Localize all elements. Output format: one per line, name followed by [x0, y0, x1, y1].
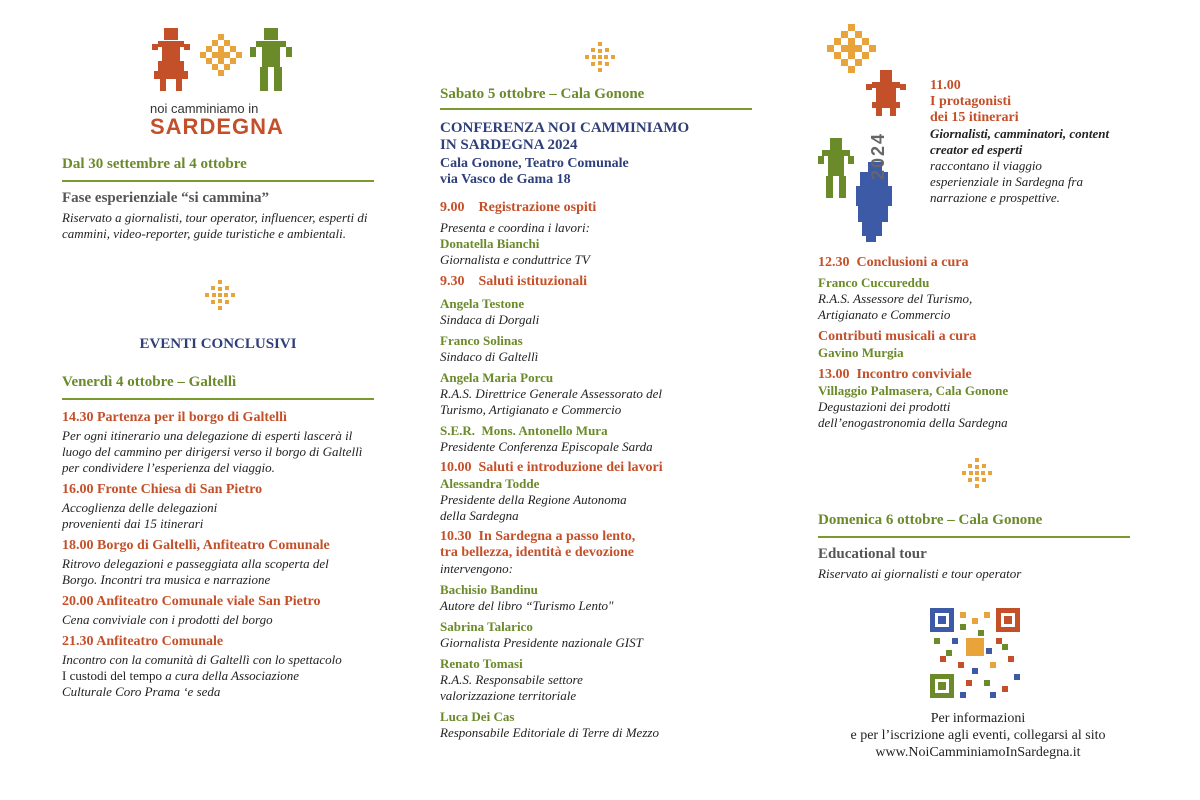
- intervengono-label: intervengono:: [440, 561, 513, 576]
- logo-line2: SARDEGNA: [150, 114, 284, 139]
- divider: [440, 108, 752, 110]
- event-item: [62, 538, 382, 588]
- event-desc: Incontro con la comunità di Galtellì con lo spettacolo: [62, 652, 342, 667]
- degustazioni: Degustazioni dei prodotti dell’enogastronomia della Sardegna: [818, 399, 1008, 430]
- speaker-name: Sabrina Talarico: [440, 619, 533, 634]
- info-line2: e per l’iscrizione agli eventi, collegarsi al sito: [850, 728, 1106, 743]
- sun-star-icon: [585, 42, 615, 72]
- time-1230: 12.30 Conclusioni a cura: [818, 255, 969, 270]
- educational-desc: Riservato ai giornalisti e tour operator: [818, 566, 1022, 581]
- protagonisti-line1: I protagonisti: [930, 94, 1012, 109]
- speaker-role: R.A.S. Direttrice Generale Assessorato del Turismo, Artigianato e Commercio: [440, 386, 663, 417]
- left-heading-venerdi: Venerdì 4 ottobre – Galtellì: [62, 374, 237, 390]
- time-930: 9.30 Saluti istituzionali: [440, 274, 588, 289]
- speaker-role: Responsabile Editoriale di Terre di Mezzo: [440, 725, 659, 740]
- spettacolo-title: I custodi del tempo: [62, 668, 166, 683]
- right-program: [818, 255, 1118, 431]
- speaker-name: Bachisio Bandinu: [440, 582, 538, 597]
- event-desc: Accoglienza delle delegazioni provenienti dai 15 itinerari: [62, 500, 218, 531]
- sun-star-icon: [205, 280, 235, 310]
- speaker-role: R.A.S. Responsabile settore valorizzazione territoriale: [440, 672, 583, 703]
- event-item: [62, 634, 382, 700]
- protagonisti-line2: dei 15 itinerari: [930, 110, 1019, 125]
- logo-figures-icon: [150, 28, 300, 94]
- speaker-role: Giornalista e conduttrice TV: [440, 252, 590, 267]
- event-desc: Per ogni itinerario una delegazione di esperti lascerà il luogo del cammino per dirigersi verso il borgo di Galtellì per condividere l’esperienza del viaggio.: [62, 428, 363, 475]
- right-heading-domenica: Domenica 6 ottobre – Cala Gonone: [818, 512, 1043, 528]
- speaker-name: Donatella Bianchi: [440, 236, 540, 251]
- info-block: [818, 710, 1138, 761]
- speaker-role: Giornalista Presidente nazionale GIST: [440, 635, 643, 650]
- presenta-label: Presenta e coordina i lavori:: [440, 220, 590, 235]
- event-time: 20.00 Anfiteatro Comunale viale San Pietro: [62, 594, 321, 609]
- info-line1: Per informazioni: [930, 711, 1026, 726]
- qr-code-icon[interactable]: [930, 608, 1020, 698]
- conference-place-line1: Cala Gonone, Teatro Comunale: [440, 156, 629, 171]
- conference-place-line2: via Vasco de Gama 18: [440, 172, 571, 187]
- protagonisti-desc: raccontano il viaggio esperienziale in Sardegna fra narrazione e prospettive.: [930, 158, 1083, 205]
- event-desc-extra: [62, 668, 352, 700]
- conference-title-line2: IN SARDEGNA 2024: [440, 137, 578, 153]
- contributi-label: Contributi musicali a cura: [818, 329, 977, 344]
- sun-star-icon: [962, 458, 992, 488]
- villaggio: Villaggio Palmasera, Cala Gonone: [818, 383, 1009, 398]
- event-desc: Cena conviviale con i prodotti del borgo: [62, 612, 273, 627]
- divider: [62, 180, 374, 182]
- conference-place: [440, 156, 629, 188]
- speaker-name: Renato Tomasi: [440, 656, 523, 671]
- event-item: [62, 410, 382, 476]
- speaker-name: S.E.R. Mons. Antonello Mura: [440, 423, 608, 438]
- logo-line1: noi camminiamo in: [150, 101, 259, 116]
- right-1100-block: [930, 78, 1130, 206]
- speaker-name: Franco Solinas: [440, 333, 523, 348]
- event-time: 16.00 Fronte Chiesa di San Pietro: [62, 482, 263, 497]
- speaker-role: Sindaco di Galtellì: [440, 349, 539, 364]
- mid-program: [440, 200, 740, 741]
- fase-title: Fase esperienziale “si cammina”: [62, 190, 270, 206]
- event-item: [62, 482, 382, 532]
- speaker-role: Presidente della Regione Autonoma della Sardegna: [440, 492, 627, 523]
- event-item: [62, 594, 382, 628]
- speaker-role: R.A.S. Assessore del Turismo, Artigianato e Commercio: [818, 291, 973, 322]
- protagonisti-bold: Giornalisti, camminatori, content creator ed esperti: [930, 126, 1110, 157]
- divider: [818, 536, 1130, 538]
- divider: [62, 398, 374, 400]
- time-900: 9.00 Registrazione ospiti: [440, 200, 597, 215]
- conference-title: [440, 120, 689, 154]
- event-time: 18.00 Borgo di Galtellì, Anfiteatro Comunale: [62, 538, 330, 553]
- speaker-role: Sindaca di Dorgali: [440, 312, 540, 327]
- time-1030-line1: 10.30 In Sardegna a passo lento,: [440, 529, 636, 544]
- time-1030: [440, 529, 740, 561]
- educational-title: Educational tour: [818, 546, 927, 562]
- left-events: [62, 410, 382, 700]
- mid-heading-sabato: Sabato 5 ottobre – Cala Gonone: [440, 86, 645, 102]
- eventi-conclusivi: EVENTI CONCLUSIVI: [139, 336, 297, 352]
- speaker-name: Franco Cuccureddu: [818, 275, 930, 290]
- speaker-name: Angela Testone: [440, 296, 525, 311]
- website-link[interactable]: www.NoiCamminiamoInSardegna.it: [875, 745, 1081, 760]
- spettacolo-credit: a cura della Associazione Culturale Coro Prama ‘e seda: [62, 668, 299, 699]
- event-desc: Ritrovo delegazioni e passeggiata alla scoperta del Borgo. Incontri tra musica e narrazione: [62, 556, 329, 587]
- time-1000: 10.00 Saluti e introduzione dei lavori: [440, 460, 663, 475]
- time-1100: 11.00: [930, 78, 961, 93]
- left-heading-dates: Dal 30 settembre al 4 ottobre: [62, 156, 247, 172]
- event-time: 14.30 Partenza per il borgo di Galtellì: [62, 410, 287, 425]
- conference-title-line1: CONFERENZA NOI CAMMINIAMO: [440, 120, 690, 136]
- speaker-role: Presidente Conferenza Episcopale Sarda: [440, 439, 653, 454]
- fase-desc: Riservato a giornalisti, tour operator, influencer, esperti di cammini, video-reporter, guide turistiche e ambientali.: [62, 210, 368, 241]
- speaker-role: Autore del libro “Turismo Lento": [440, 598, 614, 613]
- time-1300: 13.00 Incontro conviviale: [818, 367, 972, 382]
- logo: [150, 28, 300, 138]
- speaker-name: Angela Maria Porcu: [440, 370, 554, 385]
- event-time: 21.30 Anfiteatro Comunale: [62, 634, 224, 649]
- speaker-name: Alessandra Todde: [440, 476, 540, 491]
- time-1030-line2: tra bellezza, identità e devozione: [440, 545, 635, 560]
- speaker-name: Luca Dei Cas: [440, 709, 515, 724]
- speaker-name: Gavino Murgia: [818, 345, 904, 360]
- year-vertical: 2024: [868, 131, 888, 180]
